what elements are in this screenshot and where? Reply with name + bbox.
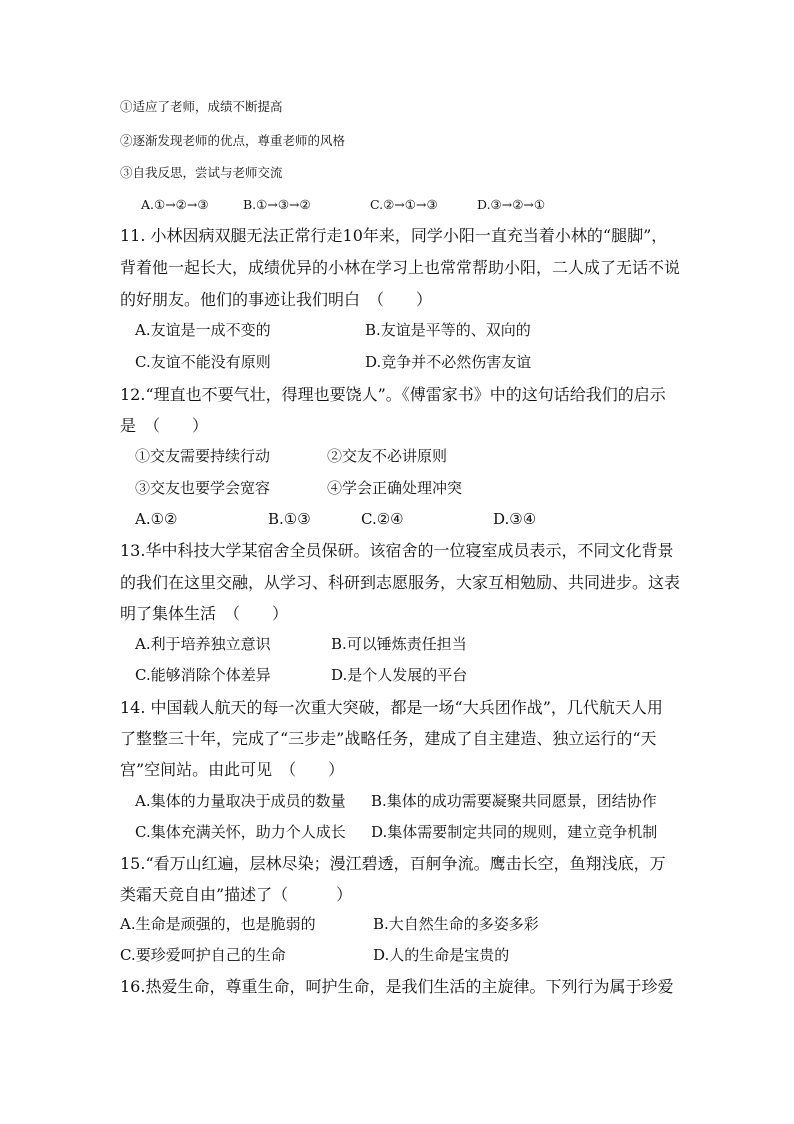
- q11-option-d[interactable]: D.竞争并不必然伤害友谊: [365, 353, 532, 371]
- q10-option-c[interactable]: C.②→①→③: [370, 197, 438, 212]
- q15-option-a[interactable]: A.生命是顽强的，也是脆弱的: [120, 915, 316, 933]
- q12-statement-4: ④学会正确处理冲突: [327, 479, 463, 497]
- q13-option-c[interactable]: C.能够消除个体差异: [135, 666, 271, 684]
- q13-options-row-2: [0, 668, 794, 684]
- q14-option-a[interactable]: A.集体的力量取决于成员的数量: [135, 792, 346, 810]
- q12-line-1: 12.“理直也不要气壮，得理也要饶人”。《傅雷家书》中的这句话给我们的启示: [120, 385, 666, 404]
- q13-option-b[interactable]: B.可以锤炼责任担当: [331, 635, 467, 653]
- q15-options-row-1: [0, 917, 794, 933]
- q12-statement-1: ①交友需要持续行动: [135, 447, 271, 465]
- q11-line-1: 11. 小林因病双腿无法正常行走10年来，同学小阳一直充当着小林的“腿脚”，: [120, 226, 668, 245]
- q14-option-d[interactable]: D.集体需要制定共同的规则，建立竞争机制: [371, 823, 658, 841]
- q11-options-row-2: [0, 355, 794, 371]
- q12-statement-2: ②交友不必讲原则: [327, 447, 448, 465]
- q13-line-1: 13.华中科技大学某宿舍全员保研。该宿舍的一位寝室成员表示，不同文化背景: [120, 541, 674, 560]
- q14-line-2: 了整整三十年，完成了“三步走”战略任务，建成了自主建造、独立运行的“天: [120, 729, 657, 748]
- q12-options: [0, 512, 794, 528]
- statement-2: ②逐渐发现老师的优点，尊重老师的风格: [120, 133, 346, 148]
- q14-option-c[interactable]: C.集体充满关怀，助力个人成长: [135, 823, 346, 841]
- q15-option-c[interactable]: C.要珍爱呵护自己的生命: [120, 946, 286, 964]
- q11-option-a[interactable]: A.友谊是一成不变的: [135, 321, 271, 339]
- q10-option-a[interactable]: A.①→②→③: [141, 197, 209, 212]
- q13-options-row-1: [0, 637, 794, 653]
- q10-option-b[interactable]: B.①→③→②: [243, 197, 311, 212]
- q15-option-d[interactable]: D.人的生命是宝贵的: [373, 946, 510, 964]
- q12-line-2: 是 （ ）: [120, 416, 209, 435]
- q14-options-row-2: [0, 825, 794, 841]
- statement-1: ①适应了老师，成绩不断提高: [120, 99, 283, 114]
- q10-options: [0, 199, 794, 213]
- q16-line-1: 16.热爱生命，尊重生命，呵护生命，是我们生活的主旋律。下列行为属于珍爱: [120, 977, 674, 996]
- q13-line-2: 的我们在这里交融，从学习、科研到志愿服务，大家互相勉励、共同进步。这表: [120, 573, 681, 592]
- q12-option-a[interactable]: A.①②: [135, 510, 178, 528]
- statement-3: ③自我反思，尝试与老师交流: [120, 165, 283, 180]
- q14-line-3: 宫”空间站。由此可见 （ ）: [120, 760, 345, 779]
- q13-option-d[interactable]: D.是个人发展的平台: [331, 666, 468, 684]
- q14-option-b[interactable]: B.集体的成功需要凝聚共同愿景，团结协作: [371, 792, 657, 810]
- q11-option-b[interactable]: B.友谊是平等的、双向的: [365, 321, 531, 339]
- q11-option-c[interactable]: C.友谊不能没有原则: [135, 353, 271, 371]
- q12-option-b[interactable]: B.①③: [268, 510, 311, 528]
- q14-options-row-1: [0, 794, 794, 810]
- q12-option-d[interactable]: D.③④: [493, 510, 537, 528]
- q12-statement-3: ③交友也要学会宽容: [135, 479, 271, 497]
- q12-statements-row-2: [0, 481, 794, 497]
- q15-line-2: 类霜天竞自由”描述了（ ）: [120, 885, 353, 904]
- q10-option-d[interactable]: D.③→②→①: [477, 197, 546, 212]
- q11-line-2: 背着他一起长大，成绩优异的小林在学习上也常常帮助小阳，二人成了无话不说: [120, 258, 681, 277]
- q12-option-c[interactable]: C.②④: [361, 510, 404, 528]
- q15-line-1: 15.“看万山红遍，层林尽染；漫江碧透，百舸争流。鹰击长空，鱼翔浅底，万: [120, 854, 666, 873]
- q13-line-3: 明了集体生活 （ ）: [120, 604, 289, 623]
- q13-option-a[interactable]: A.利于培养独立意识: [135, 635, 271, 653]
- q11-line-3: 的好朋友。他们的事迹让我们明白 （ ）: [120, 290, 433, 309]
- q15-options-row-2: [0, 948, 794, 964]
- q14-line-1: 14. 中国载人航天的每一次重大突破，都是一场“大兵团作战”，几代航天人用: [120, 698, 663, 717]
- q12-statements-row-1: [0, 449, 794, 465]
- q11-options-row-1: [0, 323, 794, 339]
- q15-option-b[interactable]: B.大自然生命的多姿多彩: [373, 915, 539, 933]
